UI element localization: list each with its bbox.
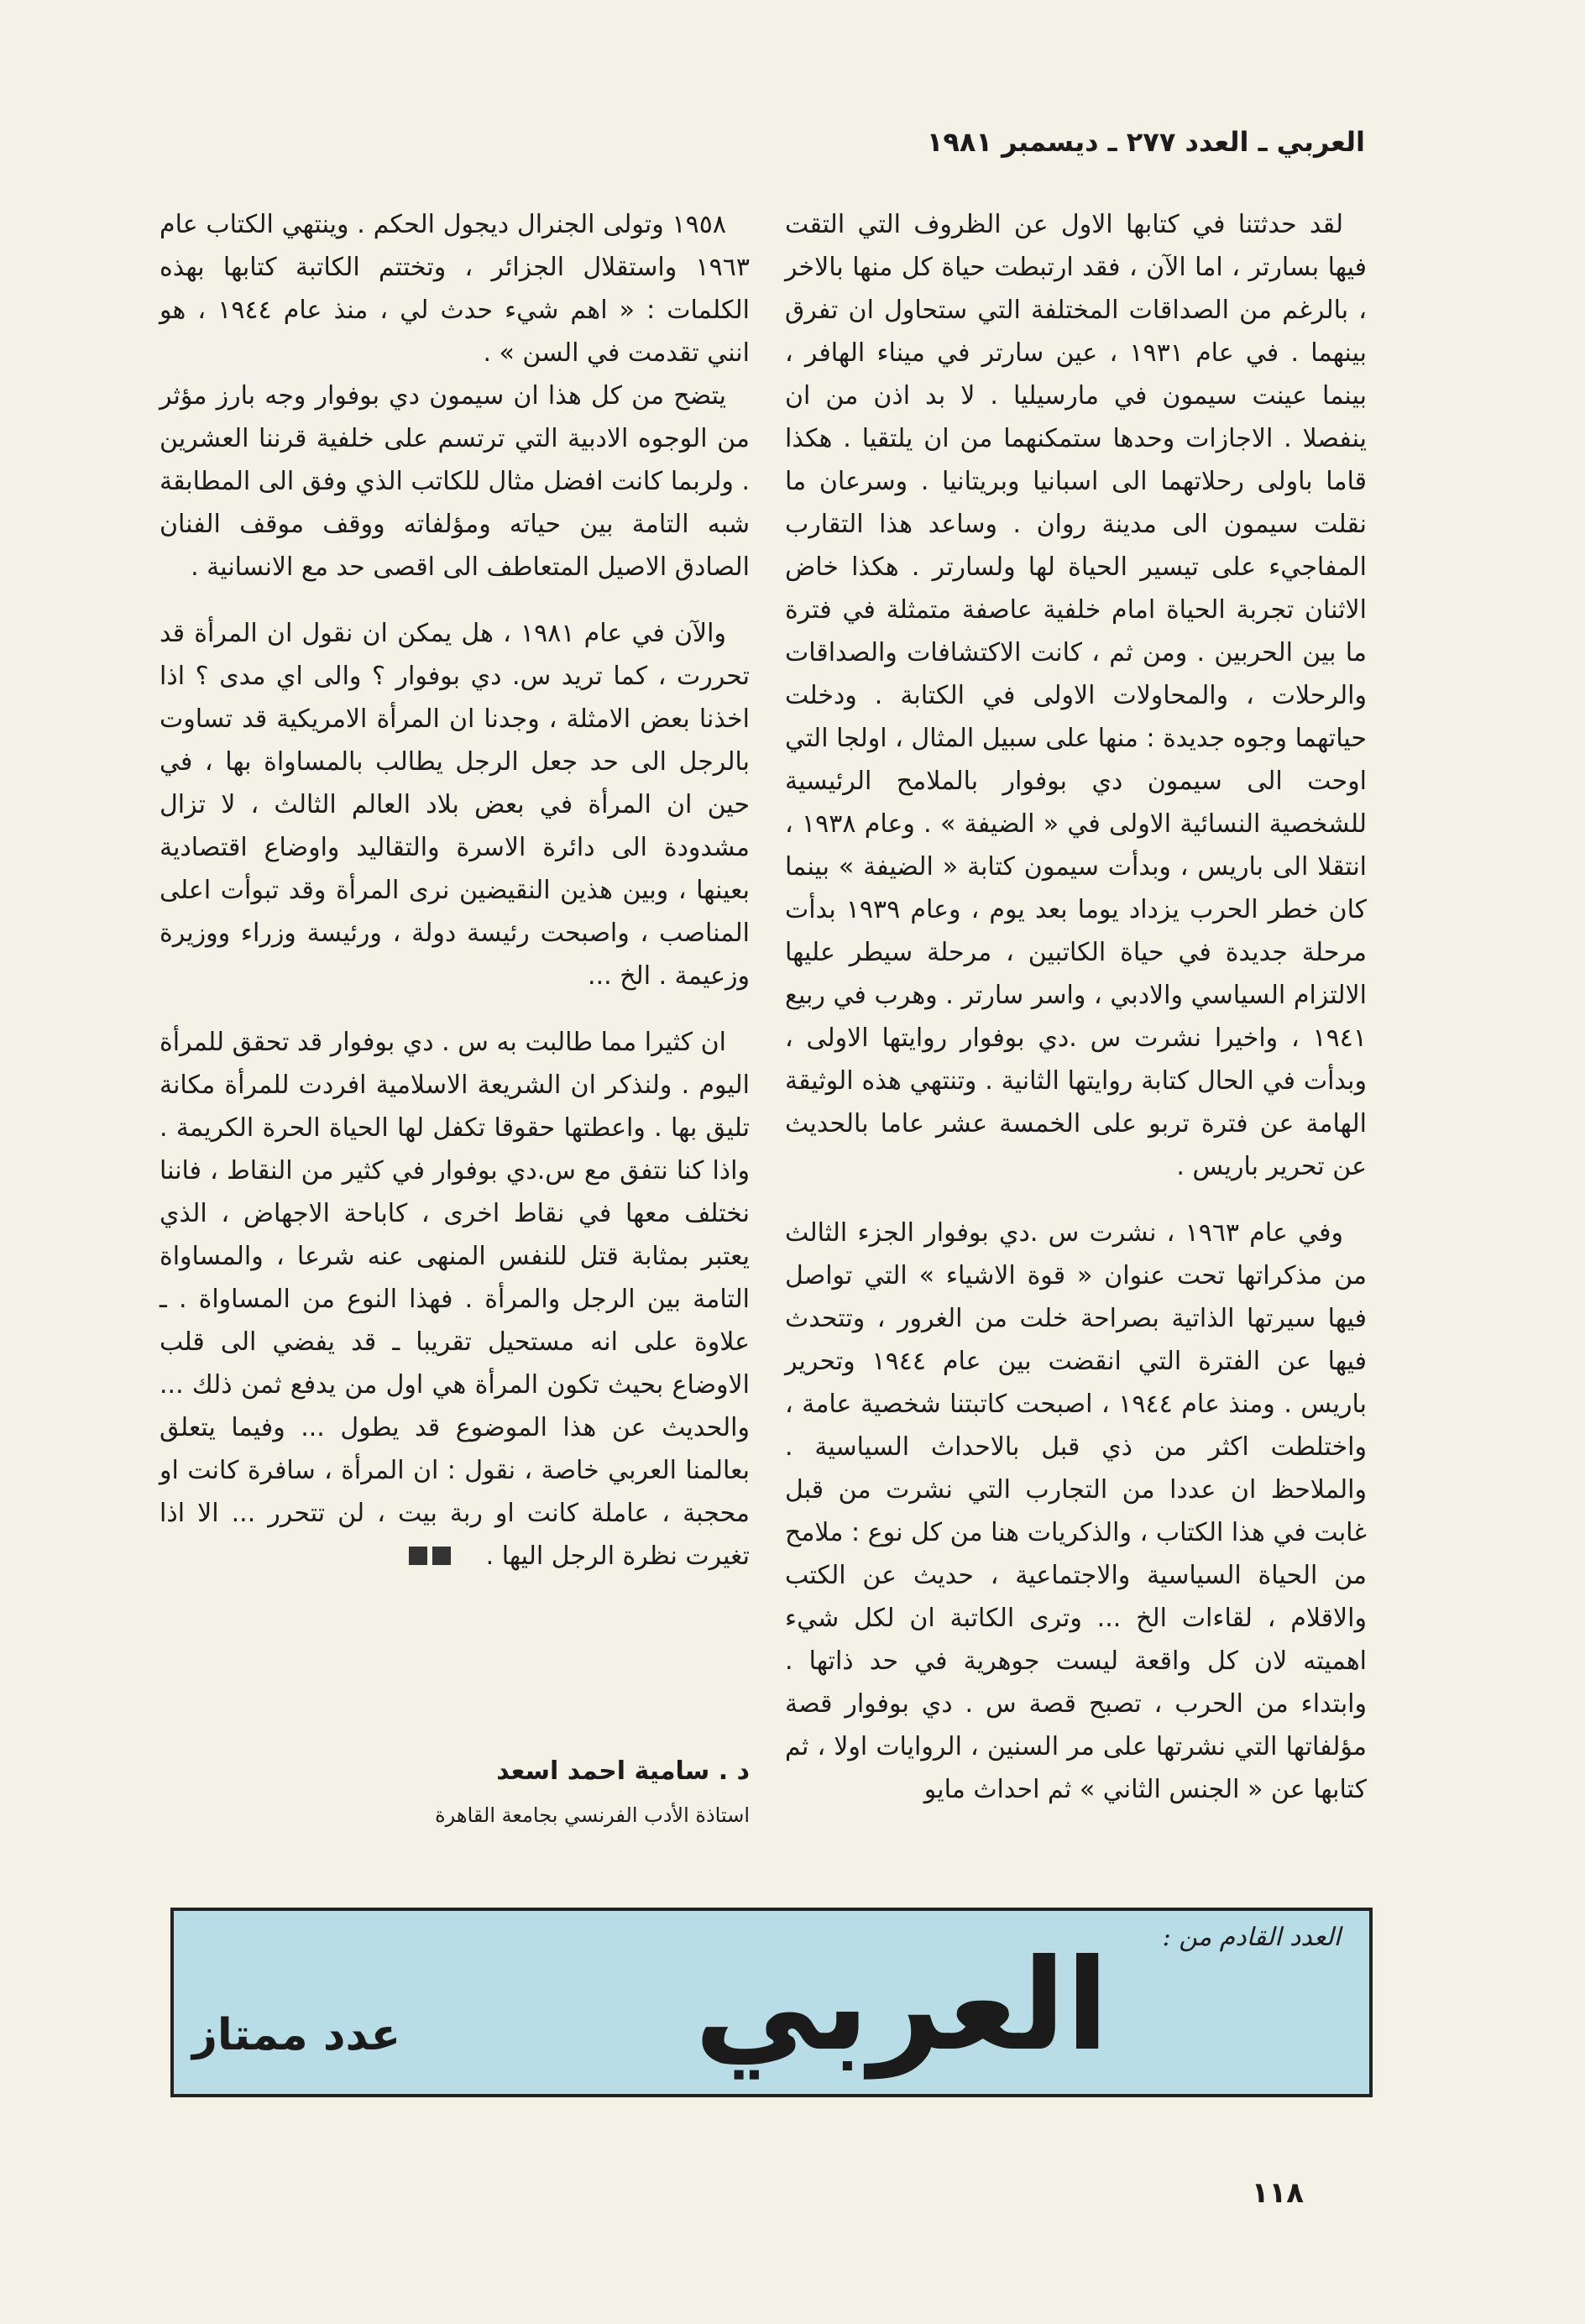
paragraph-text: ان كثيرا مما طالبت به س . دي بوفوار قد تحقق للمرأة اليوم . ولنذكر ان الشريعة الاسلامية افردت للمرأة مكانة تليق بها . واعطتها حقوقا تكفل لها الحياة الحرة الكريمة . واذا كنا نتفق مع س.دي بوفوار في كثير من النقاط ، فاننا نختلف معها في نقاط اخرى ، كاباحة الاجهاض ، الذي يعتبر بمثابة قتل للنفس المنهى عنه شرعا ، والمساواة التامة بين الرجل والمرأة . فهذا النوع من المساواة . ـ علاوة على انه مستحيل تقريبا ـ قد يفضي الى قلب الاوضاع بحيث تكون المرأة هي اول من يدفع ثمن ذلك ... والحديث عن هذا الموضوع قد يطول ... وفيما يتعلق بعالمنا العربي خاصة ، نقول : ان المرأة ، سافرة كانت او محجبة ، عاملة كانت او ربة بيت ، لن تتحرر ... الا اذا تغيرت نظرة الرجل اليها . bbox=[160, 1028, 750, 1571]
paragraph: والآن في عام ١٩٨١ ، هل يمكن ان نقول ان المرأة قد تحررت ، كما تريد س. دي بوفوار ؟ والى اي مدى ؟ اذا اخذنا بعض الامثلة ، وجدنا ان المرأة الامريكية قد تساوت بالرجل الى حد جعل الرجل يطالب بالمساواة بها ، في حين ان المرأة في بعض بلاد العالم الثالث ، لا تزال مشدودة الى دائرة الاسرة والتقاليد واوضاع اقتصادية بعينها ، وبين هذين النقيضين نرى المرأة وقد تبوأت اعلى المناصب ، واصبحت رئيسة دولة ، ورئيسة وزراء ووزيرة وزعيمة . الخ ... bbox=[160, 619, 750, 991]
running-header: العربي ـ العدد ٢٧٧ ـ ديسمبر ١٩٨١ bbox=[926, 126, 1365, 158]
paragraph: يتضح من كل هذا ان سيمون دي بوفوار وجه بارز مؤثر من الوجوه الادبية التي ترتسم على خلفية قرننا العشرين . ولربما كانت افضل مثال للكاتب الذي وفق الى المطابقة شبه التامة بين حياته ومؤلفاته ووقف موقف الفنان الصادق الاصيل المتعاطف الى اقصى حد مع الانسانية . bbox=[160, 381, 750, 582]
paragraph: ١٩٥٨ وتولى الجنرال ديجول الحكم . وينتهي الكتاب عام ١٩٦٣ واستقلال الجزائر ، وتختتم الكاتبة كتابها بهذه الكلمات : « اهم شيء حدث لي ، منذ عام ١٩٤٤ ، هو انني تقدمت في السن » . bbox=[160, 210, 750, 368]
end-of-article-icon bbox=[404, 1536, 474, 1578]
left-column bbox=[160, 203, 750, 1578]
author-name: د . سامية احمد اسعد bbox=[496, 1756, 750, 1786]
next-issue-label: العدد القادم من : bbox=[1162, 1923, 1341, 1952]
paragraph-with-end-mark bbox=[160, 1021, 750, 1578]
page-number: ١١٨ bbox=[1251, 2176, 1304, 2210]
special-issue-label: عدد ممتاز bbox=[192, 2010, 401, 2060]
paragraph: لقد حدثتنا في كتابها الاول عن الظروف التي التقت فيها بسارتر ، اما الآن ، فقد ارتبطت حياة كل منها بالاخر ، بالرغم من الصداقات المختلفة التي ستحاول ان تفرق بينهما . في عام ١٩٣١ ، عين سارتر في ميناء الهافر ، بينما عينت سيمون في مارسيليا . لا بد اذن من ان ينفصلا . الاجازات وحدها ستمكنهما من ان يلتقيا . هكذا قاما باولى رحلاتهما الى اسبانيا وبريتانيا . وسرعان ما نقلت سيمون الى مدينة روان . وساعد هذا التقارب المفاجيء على تيسير الحياة لها ولسارتر . هكذا خاض الاثنان تجربة الحياة امام خلفية عاصفة متمثلة في فترة ما بين الحربين . ومن ثم ، كانت الاكتشافات والصداقات والرحلات ، والمحاولات الاولى في الكتابة . ودخلت حياتهما وجوه جديدة : منها على سبيل المثال ، اولجا التي اوحت الى سيمون دي بوفوار بالملامح الرئيسية للشخصية النسائية الاولى في « الضيفة » . وعام ١٩٣٨ ، انتقلا الى باريس ، وبدأت سيمون كتابة « الضيفة » بينما كان خطر الحرب يزداد يوما بعد يوم ، وعام ١٩٣٩ بدأت مرحلة جديدة في حياة الكاتبين ، مرحلة سيطر عليها الالتزام السياسي والادبي ، واسر سارتر . وهرب في ربيع ١٩٤١ ، واخيرا نشرت س .دي بوفوار روايتها الاولى ، وبدأت في الحال كتابة روايتها الثانية . وتنتهي هذه الوثيقة الهامة عن فترة تربو على الخمسة عشر عاما بالحديث عن تحرير باريس . bbox=[785, 210, 1367, 1181]
next-issue-advertisement bbox=[170, 1908, 1373, 2097]
author-title: استاذة الأدب الفرنسي بجامعة القاهرة bbox=[435, 1803, 750, 1827]
paragraph: وفي عام ١٩٦٣ ، نشرت س .دي بوفوار الجزء الثالث من مذكراتها تحت عنوان « قوة الاشياء » التي تواصل فيها سيرتها الذاتية بصراحة خلت من الغرور ، وتتحدث فيها عن الفترة التي انقضت بين عام ١٩٤٤ وتحرير باريس . ومنذ عام ١٩٤٤ ، اصبحت كاتبتنا شخصية عامة ، واختلطت اكثر من ذي قبل بالاحداث السياسية . والملاحظ ان عددا من التجارب التي نشرت من قبل غابت في هذا الكتاب ، والذكريات هنا من كل نوع : ملامح من الحياة السياسية والاجتماعية ، حديث عن الكتب والاقلام ، لقاءات الخ ... وترى الكاتبة ان لكل شيء اهميته لان كل واقعة ليست جوهرية في حد ذاتها . وابتداء من الحرب ، تصبح قصة س . دي بوفوار قصة مؤلفاتها التي نشرتها على مر السنين ، الروايات اولا ، ثم كتابها عن « الجنس الثاني » ثم احداث مايو bbox=[785, 1218, 1367, 1804]
right-column bbox=[785, 203, 1367, 1811]
magazine-logo: العربي bbox=[694, 1933, 1109, 2079]
